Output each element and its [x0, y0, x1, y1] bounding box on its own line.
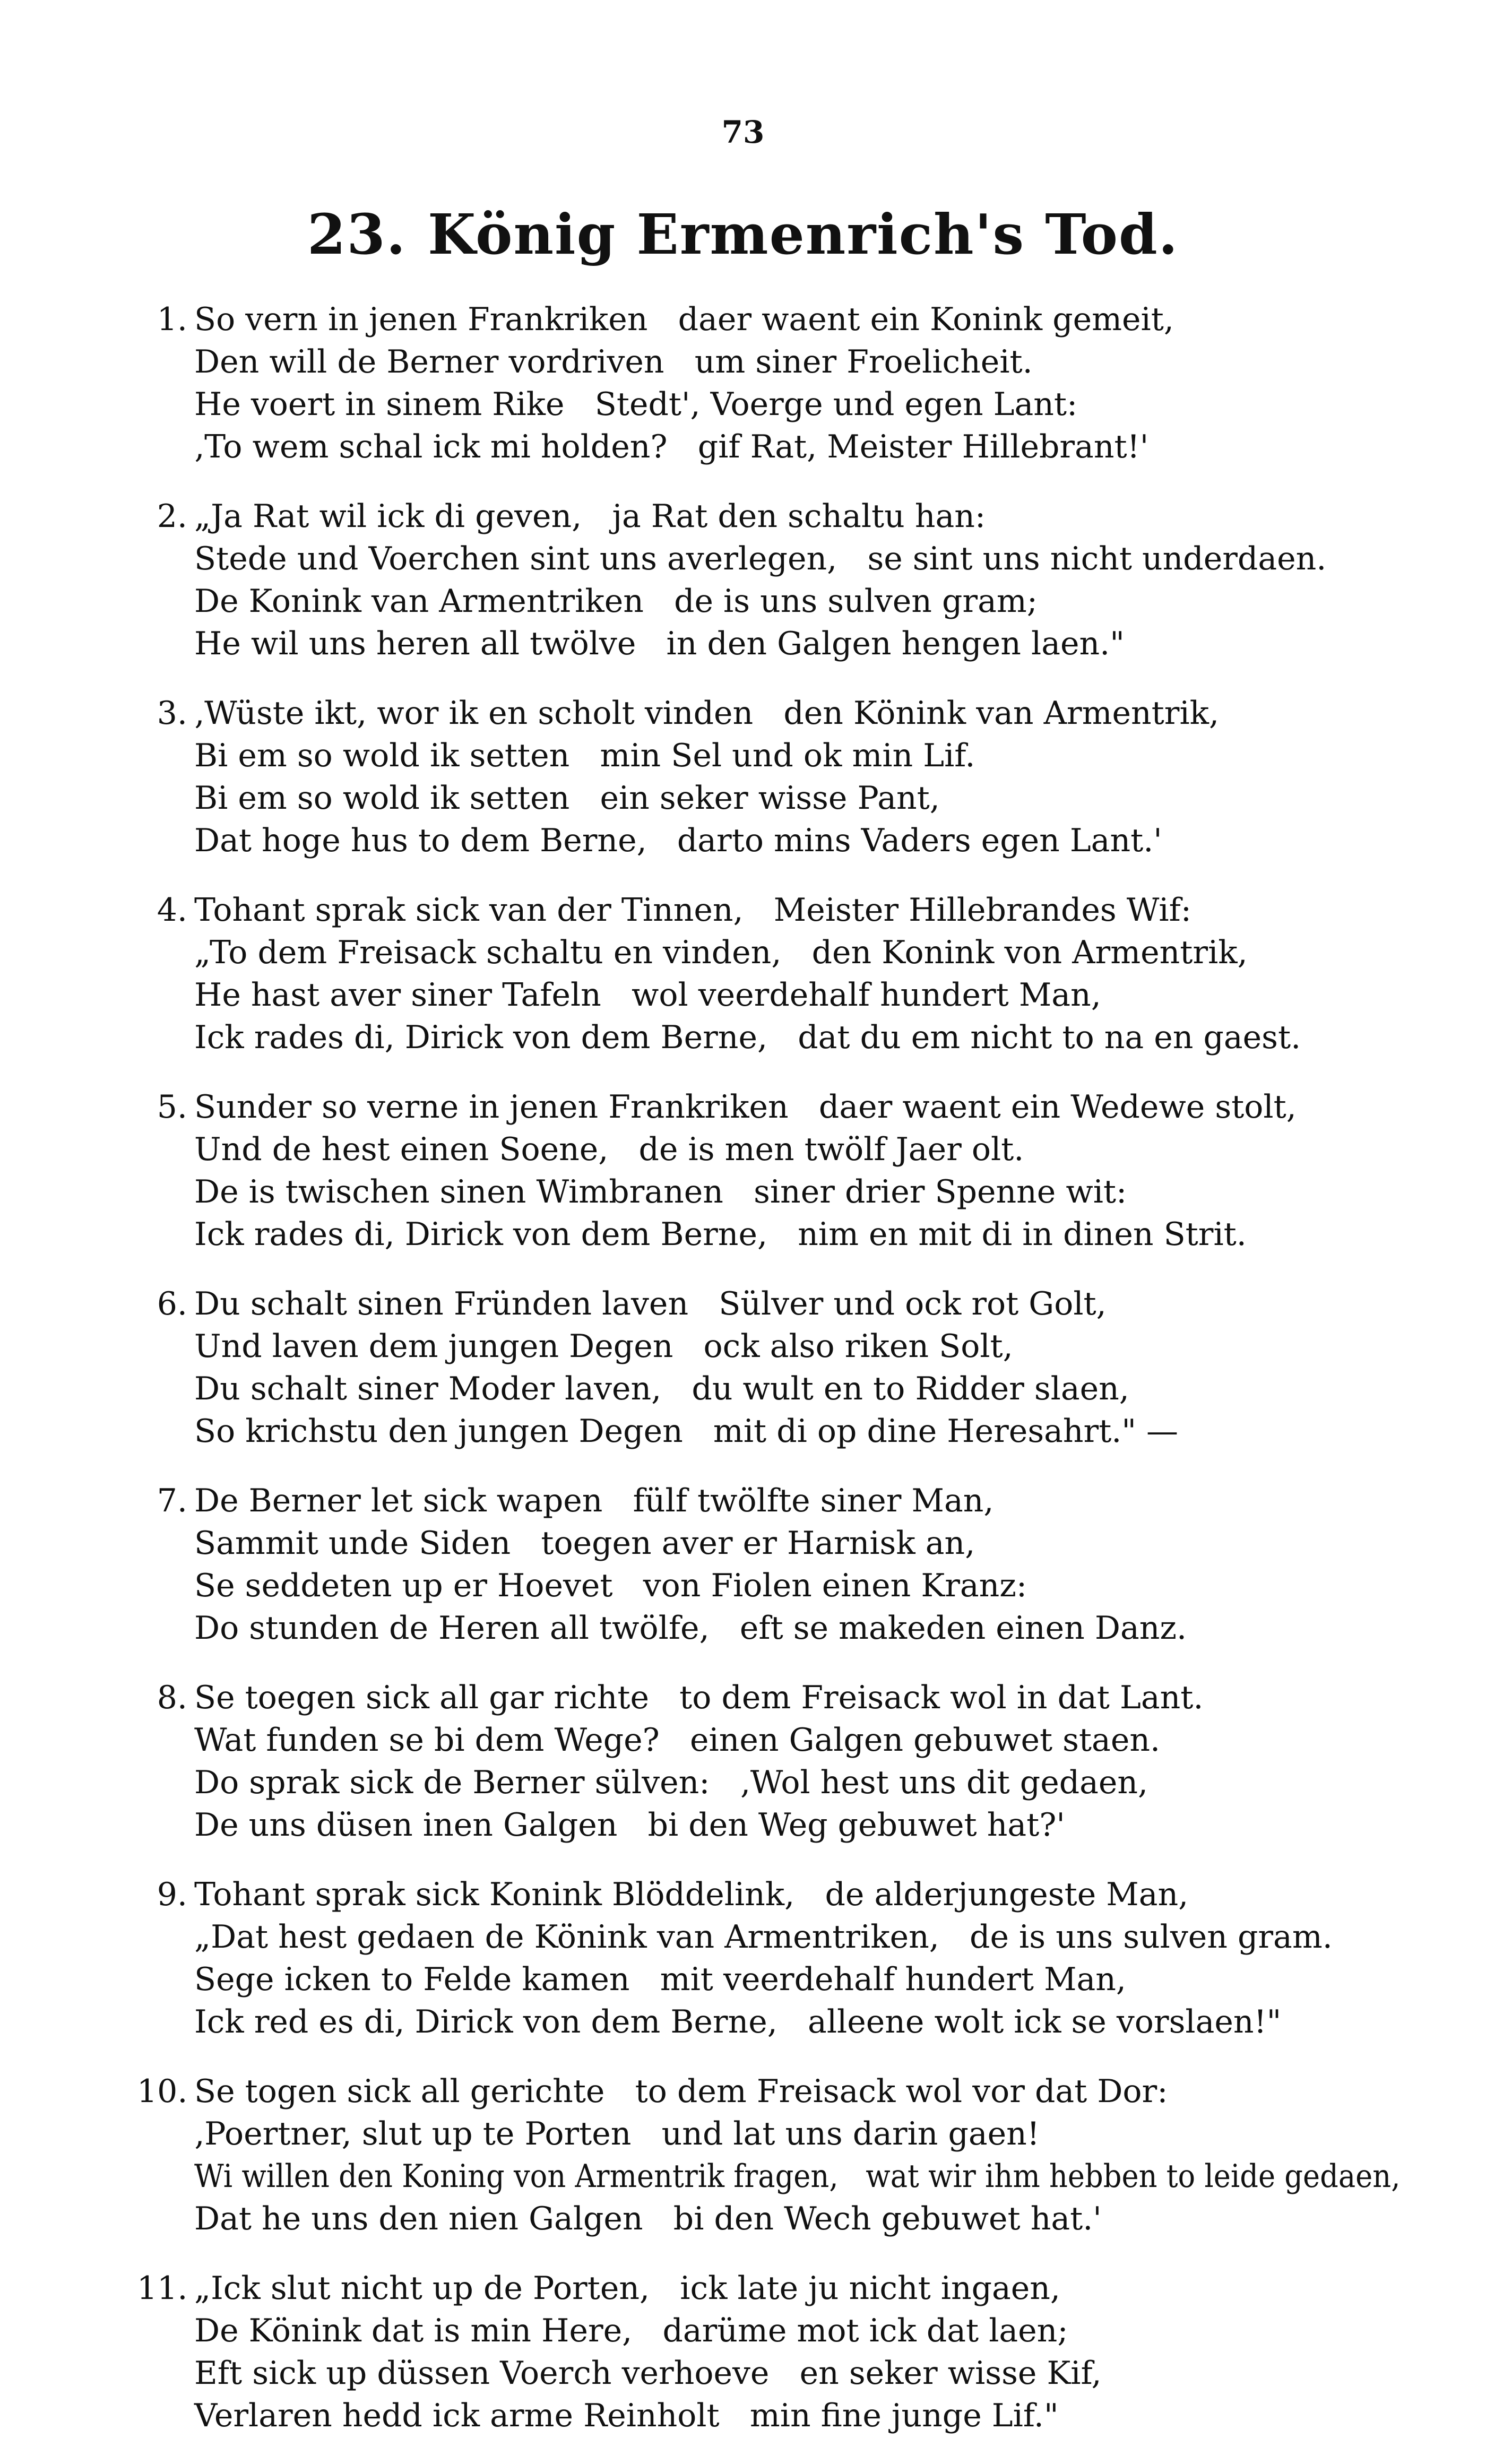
verse-text: He wil uns heren all twölve in den Galgen hengen laen."	[194, 625, 1125, 662]
verse-line	[137, 1958, 1400, 2001]
verse-line	[137, 1804, 1400, 1846]
verse-line	[137, 1676, 1400, 1719]
stanza-number: 1.	[157, 301, 187, 338]
stanza	[137, 1283, 1400, 1453]
stanza	[137, 1676, 1400, 1846]
verse-line	[137, 623, 1400, 665]
page-number: 73	[721, 114, 765, 150]
verse-line	[137, 1522, 1400, 1564]
verse-text: So vern in jenen Frankriken daer waent ein Konink gemeit,	[194, 301, 1174, 338]
verse-line	[137, 383, 1400, 426]
verse-text: Tohant sprak sick van der Tinnen, Meister Hillebrandes Wif:	[194, 892, 1192, 929]
verse-text: Ick rades di, Dirick von dem Berne, dat du em nicht to na en gaest.	[194, 1019, 1301, 1056]
verse-line	[137, 1607, 1400, 1649]
stanza	[137, 2267, 1400, 2437]
verse-line	[137, 2267, 1400, 2310]
verse-text: Do sprak sick de Berner sülven: ‚Wol hest uns dit gedaen,	[194, 1764, 1148, 1801]
verse-text: „Ick slut nicht up de Porten, ick late ju nicht ingaen,	[194, 2270, 1060, 2307]
verse-text: Du schalt siner Moder laven, du wult en to Ridder slaen,	[194, 1370, 1129, 1407]
stanza-number: 8.	[157, 1679, 187, 1716]
verse-text: Tohant sprak sick Konink Blöddelink, de alderjungeste Man,	[194, 1876, 1189, 1913]
verse-line	[137, 2394, 1400, 2437]
verse-line	[137, 298, 1400, 341]
verse-text: „To dem Freisack schaltu en vinden, den Konink von Armentrik,	[194, 934, 1248, 971]
stanza-number: 4.	[157, 892, 187, 929]
stanza	[137, 495, 1400, 665]
stanza-number: 5.	[157, 1088, 187, 1126]
verse-text: Dat he uns den nien Galgen bi den Wech gebuwet hat.'	[194, 2200, 1102, 2237]
verse-text: De uns düsen inen Galgen bi den Weg gebuwet hat?'	[194, 1806, 1065, 1844]
verse-text: Du schalt sinen Fründen laven Sülver und ock rot Golt,	[194, 1285, 1107, 1322]
verse-text: So krichstu den jungen Degen mit di op dine Heresahrt." —	[194, 1413, 1179, 1450]
verse-line	[137, 1128, 1400, 1171]
poem-body	[137, 298, 1400, 2464]
stanza	[137, 298, 1400, 468]
stanza-number: 11.	[137, 2270, 188, 2307]
verse-text: De Konink van Armentriken de is uns sulven gram;	[194, 583, 1038, 620]
stanza	[137, 692, 1400, 862]
verse-line	[137, 1325, 1400, 1368]
verse-text: „Ja Rat wil ick di geven, ja Rat den schaltu han:	[194, 498, 986, 535]
verse-text: Bi em so wold ik setten ein seker wisse Pant,	[194, 780, 940, 817]
stanza	[137, 889, 1400, 1059]
verse-text: Ick red es di, Dirick von dem Berne, alleene wolt ick se vorslaen!"	[194, 2003, 1282, 2041]
verse-line	[137, 692, 1400, 734]
verse-line	[137, 1213, 1400, 1256]
verse-text: Verlaren hedd ick arme Reinholt min fine junge Lif."	[194, 2397, 1059, 2434]
verse-line	[137, 1480, 1400, 1522]
verse-line	[137, 931, 1400, 974]
stanza	[137, 1873, 1400, 2043]
verse-line	[137, 426, 1400, 468]
verse-line	[137, 1171, 1400, 1213]
verse-line	[137, 777, 1400, 819]
verse-line	[137, 734, 1400, 777]
verse-text: Sunder so verne in jenen Frankriken daer waent ein Wedewe stolt,	[194, 1088, 1297, 1126]
verse-text: Und laven dem jungen Degen ock also riken Solt,	[194, 1328, 1013, 1365]
verse-line	[137, 1873, 1400, 1916]
verse-line	[137, 1564, 1400, 1607]
verse-line	[137, 889, 1400, 931]
verse-line	[137, 2155, 1400, 2198]
verse-line	[137, 1016, 1400, 1059]
verse-line	[137, 580, 1400, 623]
stanza-number: 7.	[157, 1482, 187, 1519]
verse-text: De is twischen sinen Wimbranen siner drier Spenne wit:	[194, 1173, 1127, 1211]
stanza-number: 3.	[157, 695, 187, 732]
verse-text: Stede und Voerchen sint uns averlegen, se sint uns nicht underdaen.	[194, 540, 1327, 577]
verse-text: Sammit unde Siden toegen aver er Harnisk an,	[194, 1525, 975, 1562]
verse-text: De Berner let sick wapen fülf twölfte siner Man,	[194, 1482, 994, 1519]
verse-line	[137, 495, 1400, 538]
stanza	[137, 2070, 1400, 2240]
stanza-number: 6.	[157, 1285, 187, 1322]
stanza-number: 9.	[157, 1876, 187, 1913]
verse-text: ‚Wüste ikt, wor ik en scholt vinden den Könink van Armentrik,	[194, 695, 1220, 732]
verse-line	[137, 1410, 1400, 1453]
verse-text: ‚Poertner, slut up te Porten und lat uns darin gaen!	[194, 2115, 1040, 2152]
verse-text: De Könink dat is min Here, darüme mot ick dat laen;	[194, 2312, 1068, 2349]
verse-text: Und de hest einen Soene, de is men twölf Jaer olt.	[194, 1131, 1024, 1168]
verse-text: ‚To wem schal ick mi holden? gif Rat, Meister Hillebrant!'	[194, 428, 1149, 465]
verse-text: Wat funden se bi dem Wege? einen Galgen gebuwet staen.	[194, 1722, 1161, 1759]
verse-text: Do stunden de Heren all twölfe, eft se makeden einen Danz.	[194, 1610, 1187, 1647]
verse-line	[137, 538, 1400, 580]
verse-text: Sege icken to Felde kamen mit veerdehalf hundert Man,	[194, 1961, 1126, 1998]
verse-line	[137, 2070, 1400, 2113]
verse-text: Se togen sick all gerichte to dem Freisack wol vor dat Dor:	[194, 2073, 1168, 2110]
verse-line	[137, 1916, 1400, 1958]
verse-text: He hast aver siner Tafeln wol veerdehalf hundert Man,	[194, 976, 1101, 1014]
verse-line	[137, 341, 1400, 383]
verse-text: Wi willen den Koning von Armentrik fragen, wat wir ihm hebben to leide gedaen,	[194, 2158, 1401, 2195]
verse-line	[137, 1761, 1400, 1804]
poem-title-text: König Ermenrich's Tod.	[427, 202, 1179, 267]
verse-line	[137, 1086, 1400, 1128]
verse-line	[137, 2352, 1400, 2394]
verse-line	[137, 1719, 1400, 1761]
poem-title	[0, 202, 1486, 267]
verse-line	[137, 2001, 1400, 2043]
verse-text: „Dat hest gedaen de Könink van Armentriken, de is uns sulven gram.	[194, 1918, 1333, 1956]
verse-line	[137, 974, 1400, 1016]
stanza	[137, 1480, 1400, 1649]
stanza-number: 2.	[157, 498, 187, 535]
stanza-number: 10.	[137, 2073, 188, 2110]
stanza	[137, 1086, 1400, 1256]
verse-text: Eft sick up düssen Voerch verhoeve en seker wisse Kif,	[194, 2355, 1102, 2392]
verse-text: Ick rades di, Dirick von dem Berne, nim en mit di in dinen Strit.	[194, 1216, 1247, 1253]
verse-text: Se seddeten up er Hoevet von Fiolen einen Kranz:	[194, 1567, 1027, 1604]
verse-line	[137, 1283, 1400, 1325]
verse-line	[137, 1368, 1400, 1410]
verse-text: Dat hoge hus to dem Berne, darto mins Vaders egen Lant.'	[194, 822, 1162, 859]
verse-line	[137, 2310, 1400, 2352]
verse-text: He voert in sinem Rike Stedt', Voerge und egen Lant:	[194, 386, 1078, 423]
poem-title-number: 23.	[307, 202, 407, 267]
verse-text: Bi em so wold ik setten min Sel und ok min Lif.	[194, 737, 975, 774]
verse-line	[137, 2198, 1400, 2240]
verse-line	[137, 819, 1400, 862]
verse-text: Den will de Berner vordriven um siner Froelicheit.	[194, 343, 1033, 381]
verse-text: Se toegen sick all gar richte to dem Freisack wol in dat Lant.	[194, 1679, 1204, 1716]
verse-line	[137, 2113, 1400, 2155]
